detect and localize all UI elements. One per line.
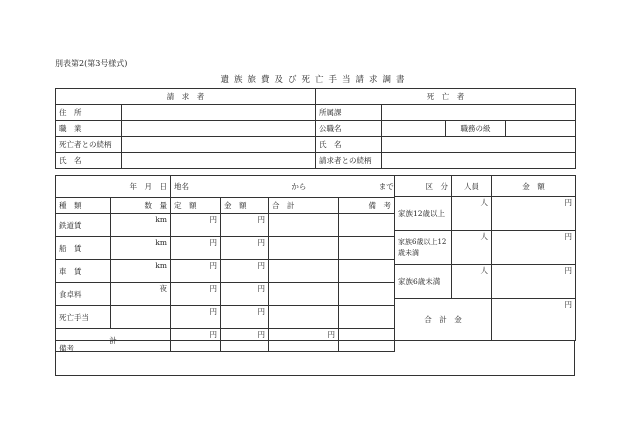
remarks-label: 備考 <box>59 344 74 353</box>
family-row-persons[interactable]: 人 <box>452 197 492 231</box>
deceased-name-field[interactable] <box>382 137 576 153</box>
row-unit[interactable] <box>111 306 171 329</box>
family-allowance-table <box>394 175 576 341</box>
address-label: 住 所 <box>56 105 122 121</box>
row-total[interactable] <box>269 214 339 237</box>
to-label: まで <box>378 182 394 191</box>
address-field[interactable] <box>122 105 316 121</box>
row-rate[interactable]: 円 <box>171 260 221 283</box>
claimant-deceased-table <box>55 88 576 169</box>
affiliation-label: 所属課 <box>316 105 382 121</box>
relation-label: 死亡者との続柄 <box>56 137 122 153</box>
row-label: 鉄道賃 <box>56 214 111 237</box>
relation-field[interactable] <box>122 137 316 153</box>
claimant-relation-label: 請求者との続柄 <box>316 153 382 169</box>
grand-total-label: 合 計 金 <box>395 299 492 341</box>
family-amount-header: 金 額 <box>492 176 576 197</box>
row-rate[interactable]: 円 <box>171 237 221 260</box>
row-label: 食卓料 <box>56 283 111 306</box>
amount-header: 金 額 <box>221 198 269 214</box>
sum-amount[interactable]: 円 <box>221 329 269 352</box>
row-total[interactable] <box>269 260 339 283</box>
row-label: 船 賃 <box>56 237 111 260</box>
deceased-header: 死 亡 者 <box>316 89 576 105</box>
row-unit[interactable]: km <box>111 237 171 260</box>
family-row-label: 家族12歳以上 <box>395 197 452 231</box>
row-unit[interactable]: 夜 <box>111 283 171 306</box>
family-row-label: 家族6歳未満 <box>395 265 452 299</box>
row-rate[interactable]: 円 <box>171 214 221 237</box>
row-remarks[interactable] <box>339 260 395 283</box>
travel-expense-table <box>55 175 395 352</box>
row-total[interactable] <box>269 283 339 306</box>
rate-header: 定 額 <box>171 198 221 214</box>
row-amount[interactable]: 円 <box>221 237 269 260</box>
row-amount[interactable]: 円 <box>221 283 269 306</box>
row-unit[interactable]: km <box>111 260 171 283</box>
row-remarks[interactable] <box>339 237 395 260</box>
row-remarks[interactable] <box>339 306 395 329</box>
kind-header: 種 類 <box>56 198 111 214</box>
remarks-table <box>55 340 575 376</box>
row-rate[interactable]: 円 <box>171 283 221 306</box>
family-row-label: 家族6歳以上12歳未満 <box>395 231 452 265</box>
row-total[interactable] <box>269 306 339 329</box>
from-label: から <box>291 182 307 191</box>
job-field[interactable] <box>122 121 316 137</box>
family-row-amount[interactable]: 円 <box>492 197 576 231</box>
sum-rate[interactable]: 円 <box>171 329 221 352</box>
claimant-relation-field[interactable] <box>382 153 576 169</box>
total-header: 合 計 <box>269 198 339 214</box>
row-rate[interactable]: 円 <box>171 306 221 329</box>
form-number-caption: 別表第2(第3号様式) <box>55 59 128 68</box>
row-unit[interactable]: km <box>111 214 171 237</box>
family-row-amount[interactable]: 円 <box>492 231 576 265</box>
count-header: 数 量 <box>111 198 171 214</box>
affiliation-field[interactable] <box>382 105 576 121</box>
position-label: 公職名 <box>316 121 382 137</box>
grand-total-amount[interactable]: 円 <box>492 299 576 341</box>
family-row-amount[interactable]: 円 <box>492 265 576 299</box>
persons-header: 人員 <box>452 176 492 197</box>
job-label: 職 業 <box>56 121 122 137</box>
place-label: 地名 <box>174 182 189 191</box>
row-label: 死亡手当 <box>56 306 111 329</box>
family-row-persons[interactable]: 人 <box>452 231 492 265</box>
section-header: 区 分 <box>395 176 452 197</box>
remarks-box[interactable] <box>56 341 575 376</box>
claimant-name-label: 氏 名 <box>56 153 122 169</box>
itinerary-cell <box>171 176 395 198</box>
position-field[interactable] <box>382 121 446 137</box>
sum-label: 計 <box>56 329 171 352</box>
claimant-header: 請 求 者 <box>56 89 316 105</box>
sum-total[interactable]: 円 <box>269 329 339 352</box>
remarks-header: 備 考 <box>339 198 395 214</box>
grade-label: 職務の級 <box>446 121 506 137</box>
row-remarks[interactable] <box>339 283 395 306</box>
row-total[interactable] <box>269 237 339 260</box>
claimant-name-field[interactable] <box>122 153 316 169</box>
date-label: 年 月 日 <box>56 176 171 198</box>
deceased-name-label: 氏 名 <box>316 137 382 153</box>
row-amount[interactable]: 円 <box>221 214 269 237</box>
form-title: 遺族旅費及び死亡手当請求調書 <box>220 75 410 85</box>
row-remarks[interactable] <box>339 214 395 237</box>
family-row-persons[interactable]: 人 <box>452 265 492 299</box>
grade-field[interactable] <box>506 121 576 137</box>
row-label: 車 賃 <box>56 260 111 283</box>
row-amount[interactable]: 円 <box>221 306 269 329</box>
row-amount[interactable]: 円 <box>221 260 269 283</box>
